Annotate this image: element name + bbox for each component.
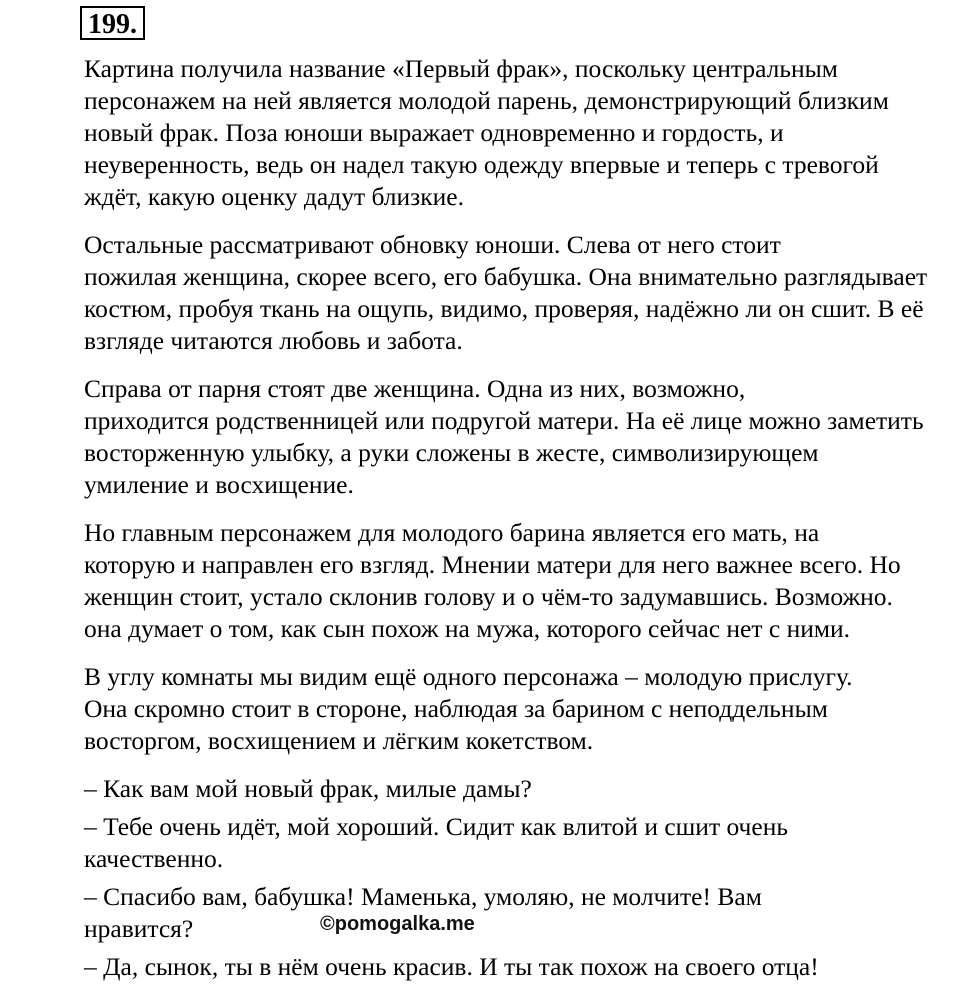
text-line: персонажем на ней является молодой парень, демонстрирующий близким [84, 86, 889, 115]
dialogue-line-3 [12, 881, 948, 945]
text-line: ждёт, какую оценку дадут близкие. [84, 182, 464, 211]
text-line: приходится родственницей или подругой матери. На её лице можно заметить [84, 406, 924, 435]
text-line: Она скромно стоит в стороне, наблюдая за барином с неподдельным [84, 694, 828, 723]
text-line: неуверенность, ведь он надел такую одежду впервые и теперь с тревогой [84, 150, 879, 179]
text-line: восторженную улыбку, а руки сложены в жесте, символизирующем [84, 438, 819, 467]
text-line: она думает о том, как сын похож на мужа, которого сейчас нет с ними. [84, 614, 851, 643]
paragraph-4 [12, 517, 948, 645]
text-line: нравится? [84, 914, 194, 943]
paragraph-2 [12, 229, 948, 357]
text-line: – Как вам мой новый фрак, милые дамы? [84, 774, 532, 803]
text-line: качественно. [84, 844, 224, 873]
text-line: умиление и восхищение. [84, 470, 354, 499]
dialogue-line-4 [12, 951, 948, 983]
text-line: взгляде читаются любовь и забота. [84, 326, 463, 355]
essay-text [12, 53, 948, 989]
text-line: женщин стоит, устало склонив голову и о чём-то задумавшись. Возможно. [84, 582, 893, 611]
text-line: костюм, пробуя ткань на ощупь, видимо, проверяя, надёжно ли он сшит. В её [84, 294, 924, 323]
dialogue-line-2 [12, 811, 948, 875]
text-line: восторгом, восхищением и лёгким кокетством. [84, 726, 594, 755]
paragraph-5 [12, 661, 948, 757]
dialogue-line-1 [12, 773, 948, 805]
paragraph-1 [12, 53, 948, 213]
text-line: Остальные рассматривают обновку юноши. Слева от него стоит [84, 230, 781, 259]
text-line: пожилая женщина, скорее всего, его бабушка. Она внимательно разглядывает [84, 262, 928, 291]
paragraph-3 [12, 373, 948, 501]
task-number-box: 199. [80, 6, 145, 40]
text-line: Но главным персонажем для молодого барина является его мать, на [84, 518, 820, 547]
text-line: Справа от парня стоят две женщина. Одна из них, возможно, [84, 374, 746, 403]
text-line: В углу комнаты мы видим ещё одного персонажа – молодую прислугу. [84, 662, 853, 691]
text-line: Картина получила название «Первый фрак», поскольку центральным [84, 54, 838, 83]
text-line: – Тебе очень идёт, мой хороший. Сидит как влитой и сшит очень [84, 812, 788, 841]
text-line: новый фрак. Поза юноши выражает одновременно и гордость, и [84, 118, 784, 147]
text-line: которую и направлен его взгляд. Мнении матери для него важнее всего. Но [84, 550, 901, 579]
watermark: ©pomogalka.me [320, 913, 475, 935]
text-line: – Спасибо вам, бабушка! Маменька, умоляю, не молчите! Вам [84, 882, 762, 911]
text-line: – Да, сынок, ты в нём очень красив. И ты так похож на своего отца! [84, 952, 819, 981]
